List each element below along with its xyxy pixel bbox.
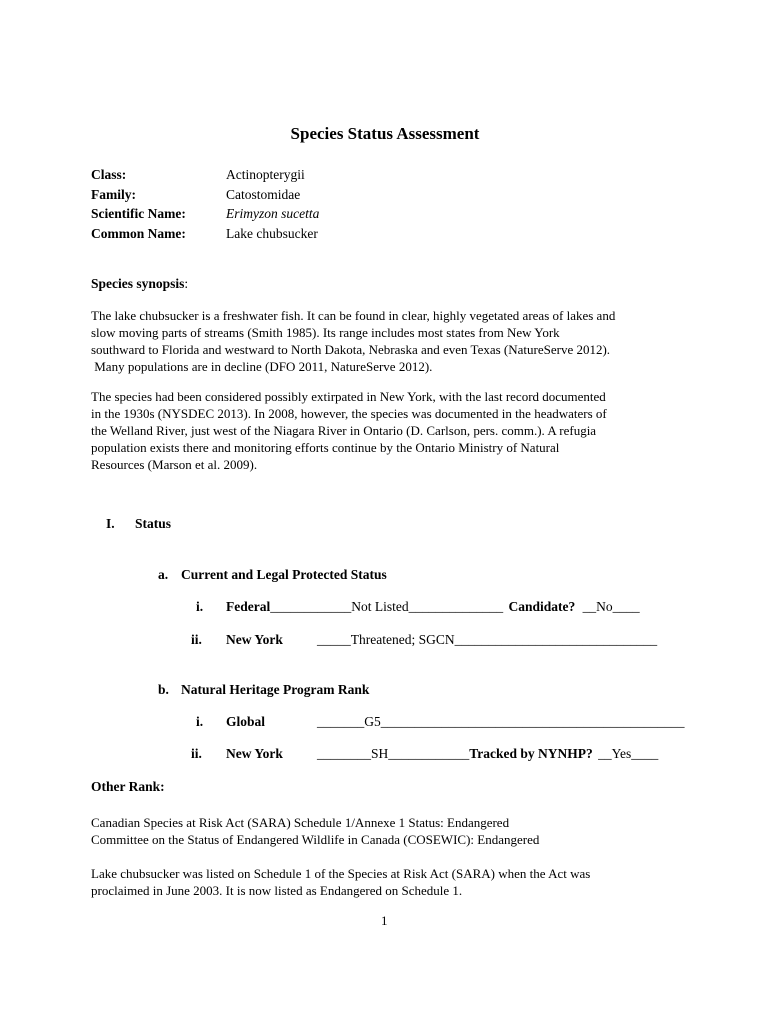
other-rank-cosewic: Committee on the Status of Endangered Wildlife in Canada (COSEWIC): Endangered bbox=[91, 832, 540, 847]
tracked-by-nynhp-value: __Yes____ bbox=[598, 746, 659, 761]
paragraph-line: Lake chubsucker was listed on Schedule 1 of the Species at Risk Act (SARA) when the Act was bbox=[91, 866, 591, 881]
new-york-status-value: _____Threatened; SGCN______________________________ bbox=[317, 632, 658, 647]
sara-listing-paragraph bbox=[91, 865, 691, 899]
paragraph-line: the Welland River, just west of the Niagara River in Ontario (D. Carlson, pers. comm.). A refugia bbox=[91, 423, 597, 438]
paragraph-line: The lake chubsucker is a freshwater fish. It can be found in clear, highly vegetated areas of lakes and bbox=[91, 308, 616, 323]
other-rank-heading: Other Rank: bbox=[91, 779, 165, 794]
common-name-value: Lake chubsucker bbox=[226, 226, 318, 241]
page-title: Species Status Assessment bbox=[290, 124, 480, 143]
other-rank-list bbox=[91, 814, 691, 848]
scientific-name-value: Erimyzon sucetta bbox=[226, 206, 320, 221]
family-value: Catostomidae bbox=[226, 187, 301, 202]
global-rank-numeral: i. bbox=[196, 714, 204, 729]
paragraph-line: proclaimed in June 2003. It is now listed as Endangered on Schedule 1. bbox=[91, 883, 463, 898]
paragraph-line: Many populations are in decline (DFO 2011, NatureServe 2012). bbox=[91, 359, 433, 374]
page-number: 1 bbox=[381, 913, 388, 928]
other-rank-sara: Canadian Species at Risk Act (SARA) Schedule 1/Annexe 1 Status: Endangered bbox=[91, 815, 510, 830]
class-value: Actinopterygii bbox=[226, 167, 305, 182]
federal-status-value: ____________Not Listed______________ bbox=[270, 599, 504, 614]
synopsis-heading-text: Species synopsis bbox=[91, 276, 185, 291]
ny-rank-label: New York bbox=[226, 746, 283, 761]
synopsis-heading-colon: : bbox=[184, 276, 189, 291]
subsection-a-letter: a. bbox=[158, 567, 169, 582]
paragraph-line: population exists there and monitoring efforts continue by the Ontario Ministry of Natural bbox=[91, 440, 560, 455]
new-york-numeral: ii. bbox=[191, 632, 202, 647]
paragraph-line: slow moving parts of streams (Smith 1985). Its range includes most states from New York bbox=[91, 325, 560, 340]
candidate-label: Candidate? bbox=[508, 599, 576, 614]
common-name-label: Common Name: bbox=[91, 226, 186, 241]
federal-numeral: i. bbox=[196, 599, 204, 614]
synopsis-paragraph-1 bbox=[91, 307, 691, 375]
candidate-value: __No____ bbox=[582, 599, 640, 614]
global-rank-value: _______G5_____________________________________________ bbox=[317, 714, 685, 729]
scientific-name-label: Scientific Name: bbox=[91, 206, 186, 221]
ny-rank-row bbox=[317, 746, 658, 762]
paragraph-line: in the 1930s (NYSDEC 2013). In 2008, however, the species was documented in the headwaters of bbox=[91, 406, 607, 421]
class-label: Class: bbox=[91, 167, 127, 182]
family-label: Family: bbox=[91, 187, 136, 202]
new-york-status-label: New York bbox=[226, 632, 283, 647]
global-rank-label: Global bbox=[226, 714, 266, 729]
subsection-a-title: Current and Legal Protected Status bbox=[181, 567, 387, 582]
paragraph-line: Resources (Marson et al. 2009). bbox=[91, 457, 258, 472]
paragraph-line: southward to Florida and westward to North Dakota, Nebraska and even Texas (NatureServe 2012). bbox=[91, 342, 611, 357]
subsection-b-letter: b. bbox=[158, 682, 169, 697]
ny-rank-value: ________SH____________ bbox=[317, 746, 470, 761]
federal-label: Federal bbox=[226, 599, 271, 614]
section-1-title: Status bbox=[135, 516, 172, 531]
section-1-numeral: I. bbox=[106, 516, 115, 531]
tracked-by-nynhp-label: Tracked by NYNHP? bbox=[469, 746, 593, 761]
paragraph-line: The species had been considered possibly extirpated in New York, with the last record documented bbox=[91, 389, 606, 404]
federal-row bbox=[226, 599, 640, 615]
subsection-b-title: Natural Heritage Program Rank bbox=[181, 682, 370, 697]
ny-rank-numeral: ii. bbox=[191, 746, 202, 761]
synopsis-heading bbox=[91, 276, 188, 292]
synopsis-paragraph-2 bbox=[91, 388, 691, 473]
